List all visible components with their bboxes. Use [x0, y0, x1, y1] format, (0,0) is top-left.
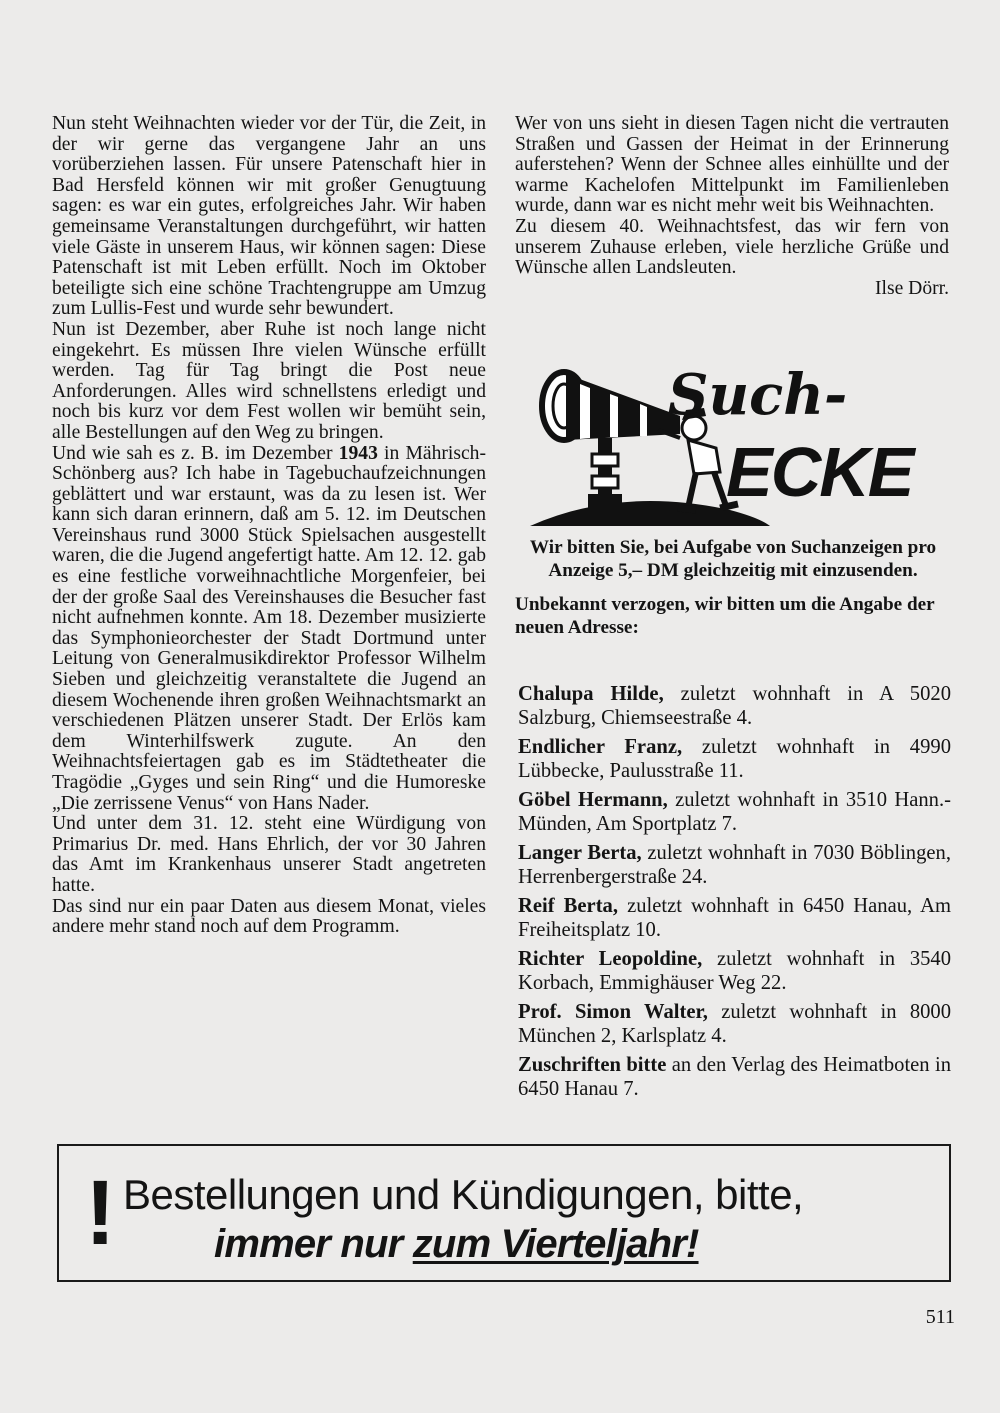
paragraph: Und unter dem 31. 12. steht eine Würdigung von Primarius Dr. med. Hans Ehrlich, der vor 30 Jahren das Amt im Krankenhaus unserer Stadt angetreten hatte. — [52, 813, 486, 896]
paragraph-text: in Mährisch-Schönberg aus? Ich habe in Tagebuchaufzeichnungen geblättert und war erstaunt, was da zu lesen ist. Wer kann sich daran erinnern, daß am 5. 12. im Deutschen Vereinshaus rund 3000 Stück Spielsachen ausgestellt waren, die die Jugend angefertigt hatte. Am 12. 12. gab es eine festliche vorweihnachtliche Morgenfeier, bei der der große Saal des Vereinshauses die Besucher fast nicht aufnehmen konnte. Am 18. Dezember musizierte das Symphonieorchester der Stadt Dortmund unter Leitung von Generalmusikdirektor Professor Wilhelm Sieben und gleichzeitig veranstaltete die Jugend an diesem Wochenende ihren großen Weihnachtsmarkt an verschiedenen Plätzen unserer Stadt. Der Erlös kam dem Winterhilfswerk zugute. An den Weihnachtsfeiertagen gab es im Städtetheater die Tragödie „Gyges und sein Ring“ und die Humoreske „Die zerrissene Venus“ von Hans Nader. — [52, 442, 486, 814]
list-item — [518, 682, 951, 730]
person-name: Reif Berta, — [518, 895, 618, 917]
list-item — [518, 947, 951, 995]
person-address: zuletzt wohnhaft in 3540 Korbach, Emmighäuser Weg 22. — [518, 948, 951, 994]
person-name: Prof. Simon Walter, — [518, 1001, 708, 1023]
author-signature: Ilse Dörr. — [874, 277, 949, 299]
such-ecke-logo — [530, 368, 950, 534]
list-item — [518, 841, 951, 889]
list-item — [518, 894, 951, 942]
paragraph: Nun ist Dezember, aber Ruhe ist noch lange nicht eingekehrt. Es müssen Ihre vielen Wünsche erfüllt werden. Tag für Tag bringt die Post neue Anforderungen. Alles wird schnellstens erledigt und noch bis kurz vor dem Fest wollen wir bemüht sein, alle Bestellungen auf den Weg zu bringen. — [52, 318, 486, 443]
paragraph-text: Und wie sah es z. B. im Dezember — [52, 442, 339, 464]
contact-label: Zuschriften bitte — [518, 1054, 667, 1076]
missing-persons-list — [518, 682, 951, 1106]
contact-address: an den Verlag des Heimatboten in 6450 Hanau 7. — [518, 1054, 951, 1100]
person-name: Endlicher Franz, — [518, 736, 683, 758]
banner-line-2-underlined: zum Vierteljahr! — [412, 1222, 699, 1266]
person-address: zuletzt wohnhaft in 6450 Hanau, Am Freiheitsplatz 10. — [518, 895, 951, 941]
unknown-address-notice: Unbekannt verzogen, wir bitten um die Angabe der neuen Adresse: — [515, 594, 935, 638]
paragraph: Wer von uns sieht in diesen Tagen nicht die vertrauten Straßen und Gassen der Heimat in der Erinnerung auferstehen? Wenn der Schnee alles einhüllte und der warme Kachelofen Mittelpunkt im Familienleben wurde, dann war es nicht mehr weit bis Weihnachten. — [515, 113, 949, 217]
logo-word-such: Such- — [668, 368, 848, 428]
list-item — [518, 735, 951, 783]
person-address: zuletzt wohnhaft in A 5020 Salzburg, Chiemseestraße 4. — [518, 683, 951, 729]
paragraph — [52, 444, 486, 815]
person-address: zuletzt wohnhaft in 7030 Böblingen, Herrenbergerstraße 24. — [518, 842, 951, 888]
year-bold: 1943 — [338, 442, 378, 464]
person-name: Göbel Hermann, — [518, 789, 668, 811]
banner-line-2-start: immer nur — [214, 1222, 413, 1266]
list-item — [518, 1000, 951, 1048]
paragraph: Zu diesem 40. Weihnachtsfest, das wir fern von unserem Zuhause erleben, viele herzliche Grüße und Wünsche allen Landsleuten. — [515, 215, 949, 279]
subscription-banner — [57, 1144, 951, 1282]
left-article-column — [52, 114, 486, 938]
fee-notice: Wir bitten Sie, bei Aufgabe von Suchanzeigen pro Anzeige 5,– DM gleichzeitig mit einzusenden. — [529, 537, 937, 581]
paragraph: Das sind nur ein paar Daten aus diesem Monat, vieles andere mehr stand noch auf dem Programm. — [52, 895, 486, 938]
page-number: 511 — [925, 1306, 955, 1328]
logo-word-ecke: ECKE — [726, 433, 913, 511]
list-item — [518, 1053, 951, 1101]
search-notice — [515, 537, 951, 639]
banner-line-1: Bestellungen und Kündigungen, bitte, — [123, 1171, 804, 1218]
paragraph: Nun steht Weihnachten wieder vor der Tür, die Zeit, in der wir gerne das vergangene Jahr an uns vorüberziehen lassen. Für unsere Patenschaft hier in Bad Hersfeld können wir mit großer Genugtuung sagen: es war ein gutes, erfolgreiches Jahr. Wir haben gemeinsame Veranstaltungen durchgeführt, wir hatten viele Gäste in unserem Haus, wir können sagen: Diese Patenschaft ist mit Leben erfüllt. Noch im Oktober beteiligte sich eine schöne Trachtengruppe am Umzug zum Lullis-Fest und wurde sehr bewundert. — [52, 113, 486, 320]
person-address: zuletzt wohnhaft in 3510 Hann.-Münden, Am Sportplatz 7. — [518, 789, 951, 835]
exclamation-icon: ! — [85, 1162, 116, 1264]
person-address: zuletzt wohnhaft in 4990 Lübbecke, Paulusstraße 11. — [518, 736, 951, 782]
list-item — [518, 788, 951, 836]
person-name: Langer Berta, — [518, 842, 642, 864]
banner-line-2 — [214, 1222, 699, 1266]
such-ecke-illustration — [530, 368, 950, 534]
person-name: Chalupa Hilde, — [518, 683, 664, 705]
person-address: zuletzt wohnhaft in 8000 München 2, Karlsplatz 4. — [518, 1001, 952, 1047]
person-name: Richter Leopoldine, — [518, 948, 703, 970]
right-article-column — [515, 114, 949, 299]
